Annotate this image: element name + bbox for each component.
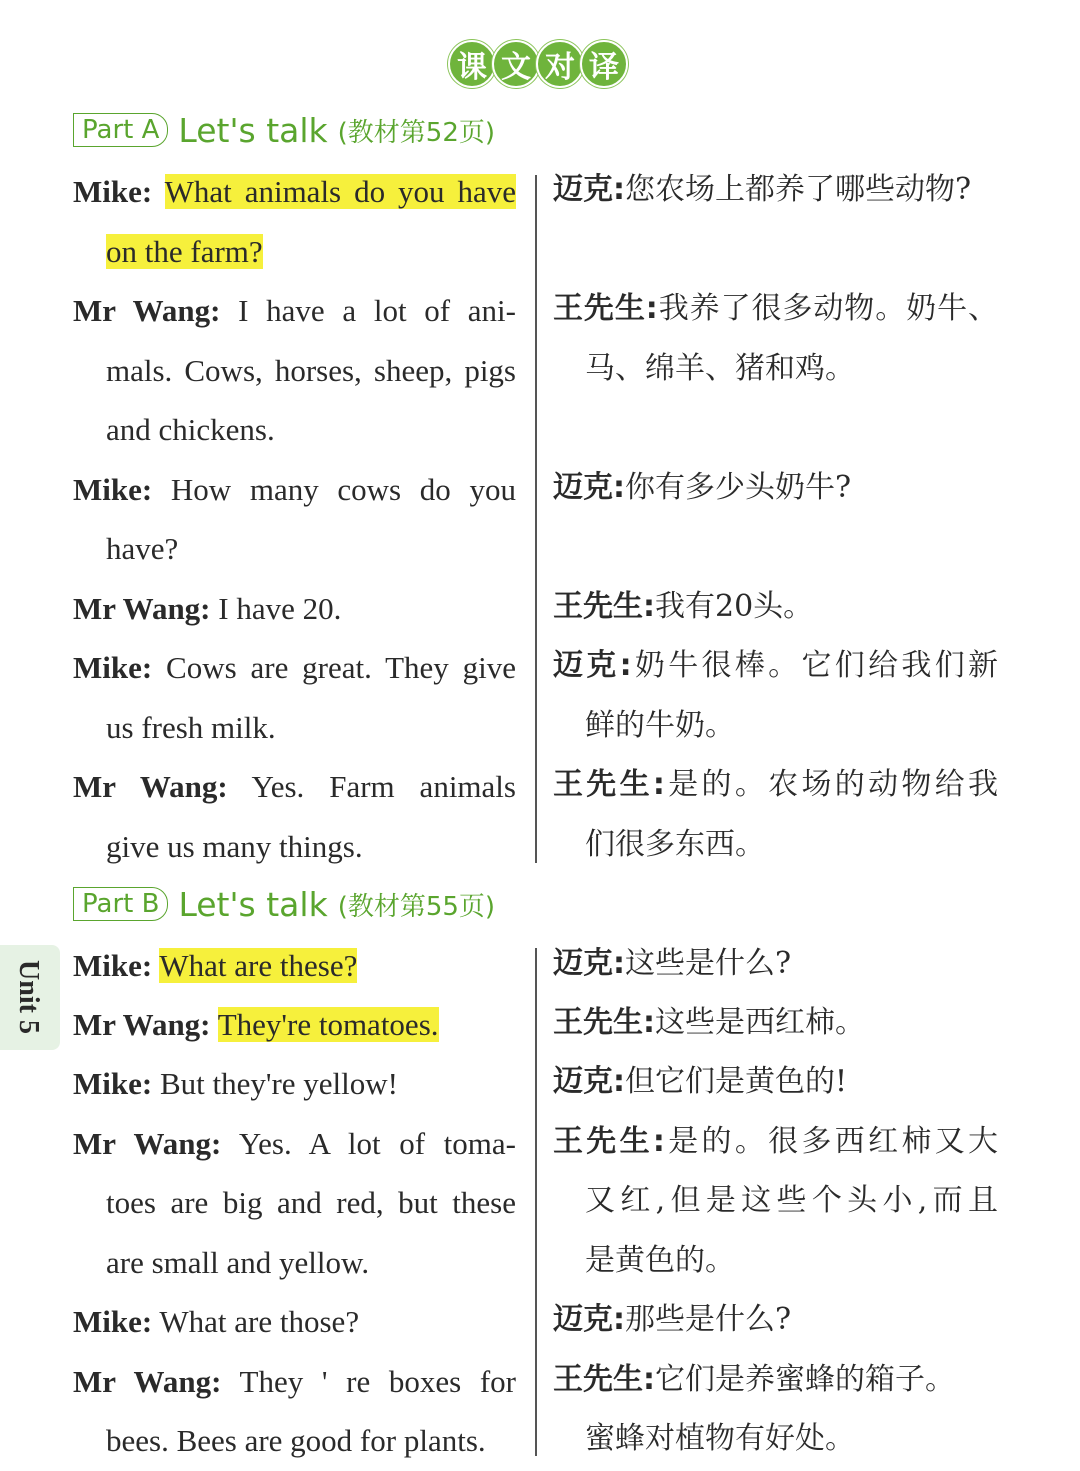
cn-line [553,934,998,994]
en-line [73,936,516,996]
column-divider [535,948,537,1456]
cn-line [553,993,998,1053]
highlighted-text: What animals do you have [164,174,516,209]
en-line: bees. Bees are good for plants. [106,1423,486,1458]
speaker: 迈克: [553,648,632,683]
page-title [0,40,1080,88]
highlighted-text: What are these? [159,948,358,983]
en-line: are small and yellow. [106,1245,370,1280]
cn-line: 又红,但是这些个头小,而且 [585,1183,998,1218]
speaker: 王先生: [553,589,655,624]
title-char: 文 [492,40,540,88]
line-text: 是的。农场的动物给我 [664,767,998,802]
speaker: 王先生: [553,1124,665,1159]
highlighted-text: on the farm? [106,234,263,269]
line-text: 它们是养蜜蜂的箱子。 [655,1362,955,1397]
part-a-title: Let's talk [178,110,328,150]
speaker: Mike: [73,948,153,983]
speaker: Mr Wang: [73,293,221,328]
en-line [106,222,516,282]
cn-line [553,636,998,696]
line-text: 我有20头。 [655,589,814,624]
line-text: Yes. A lot of toma- [238,1126,516,1161]
en-line [73,638,516,698]
line-text: What are those? [159,1304,360,1339]
en-line [73,995,516,1055]
en-line [73,162,516,222]
en-line [73,579,516,639]
speaker: 王先生: [553,767,665,802]
line-text: I have 20. [218,591,342,626]
line-text: Cows are great. They give [166,650,517,685]
line-text: But they're yellow! [159,1066,398,1101]
line-text: They ' re boxes for [239,1364,516,1399]
speaker: 迈克: [553,1302,625,1337]
en-line: mals. Cows, horses, sheep, pigs [106,353,516,388]
speaker: Mike: [73,1066,153,1101]
cn-line: 马、绵羊、猪和鸡。 [585,351,855,386]
part-a-header [73,110,495,150]
unit-label: Unit 5 [13,960,44,1034]
line-text: 这些是西红柿。 [655,1005,865,1040]
cn-line [553,1350,998,1410]
cn-line [553,577,998,637]
speaker: Mike: [73,472,153,507]
line-text: I have a lot of ani- [238,293,516,328]
en-line: give us many things. [106,829,363,864]
title-char: 对 [536,40,584,88]
speaker: 王先生: [553,291,658,326]
cn-line: 鲜的牛奶。 [585,708,735,743]
line-text: 我养了很多动物。奶牛、 [657,291,999,326]
en-line: and chickens. [106,412,275,447]
speaker: Mr Wang: [73,1364,222,1399]
speaker: 王先生: [553,1005,655,1040]
en-line [73,1114,516,1174]
cn-line [553,1290,998,1350]
title-char: 课 [448,40,496,88]
speaker: Mike: [73,650,153,685]
cn-line [553,279,998,339]
line-text: 这些是什么? [625,946,792,981]
title-char: 译 [580,40,628,88]
cn-line [553,160,998,220]
cn-line [553,1052,998,1112]
speaker: Mr Wang: [73,1007,211,1042]
en-line: toes are big and red, but these [106,1185,516,1220]
cn-line: 是黄色的。 [585,1243,735,1278]
part-b-header [73,884,495,924]
part-b-tag: Part B [73,887,168,921]
line-text: 您农场上都养了哪些动物? [625,172,972,207]
speaker: 迈克: [553,470,625,505]
line-text: 奶牛很棒。它们给我们新 [631,648,999,683]
part-a-page-ref: (教材第52页) [337,117,496,148]
en-line [73,757,516,817]
speaker: 迈克: [553,172,625,207]
speaker: Mike: [73,1304,153,1339]
en-line [73,1352,516,1412]
speaker: Mr Wang: [73,591,211,626]
speaker: 王先生: [553,1362,655,1397]
column-divider [535,175,537,863]
en-line: us fresh milk. [106,710,276,745]
en-line [73,1054,516,1114]
part-b-title: Let's talk [178,884,328,924]
speaker: Mr Wang: [73,769,228,804]
en-line: have? [106,531,179,566]
cn-line [553,458,998,518]
speaker: 迈克: [553,946,625,981]
speaker: Mike: [73,174,153,209]
en-line [73,281,516,341]
line-text: Yes. Farm animals [251,769,516,804]
speaker: 迈克: [553,1064,625,1099]
en-line [73,1292,516,1352]
line-text: 那些是什么? [625,1302,792,1337]
cn-line: 们很多东西。 [585,827,765,862]
en-line [73,460,516,520]
highlighted-text: They're tomatoes. [217,1007,439,1042]
line-text: 但它们是黄色的! [625,1064,848,1099]
cn-line [553,1112,998,1172]
part-a-tag: Part A [73,113,168,147]
cn-line: 蜜蜂对植物有好处。 [585,1421,855,1456]
line-text: How many cows do you [170,472,516,507]
line-text: 你有多少头奶牛? [625,470,852,505]
speaker: Mr Wang: [73,1126,222,1161]
part-b-page-ref: (教材第55页) [337,891,496,922]
line-text: 是的。很多西红柿又大 [664,1124,998,1159]
cn-line [553,755,998,815]
